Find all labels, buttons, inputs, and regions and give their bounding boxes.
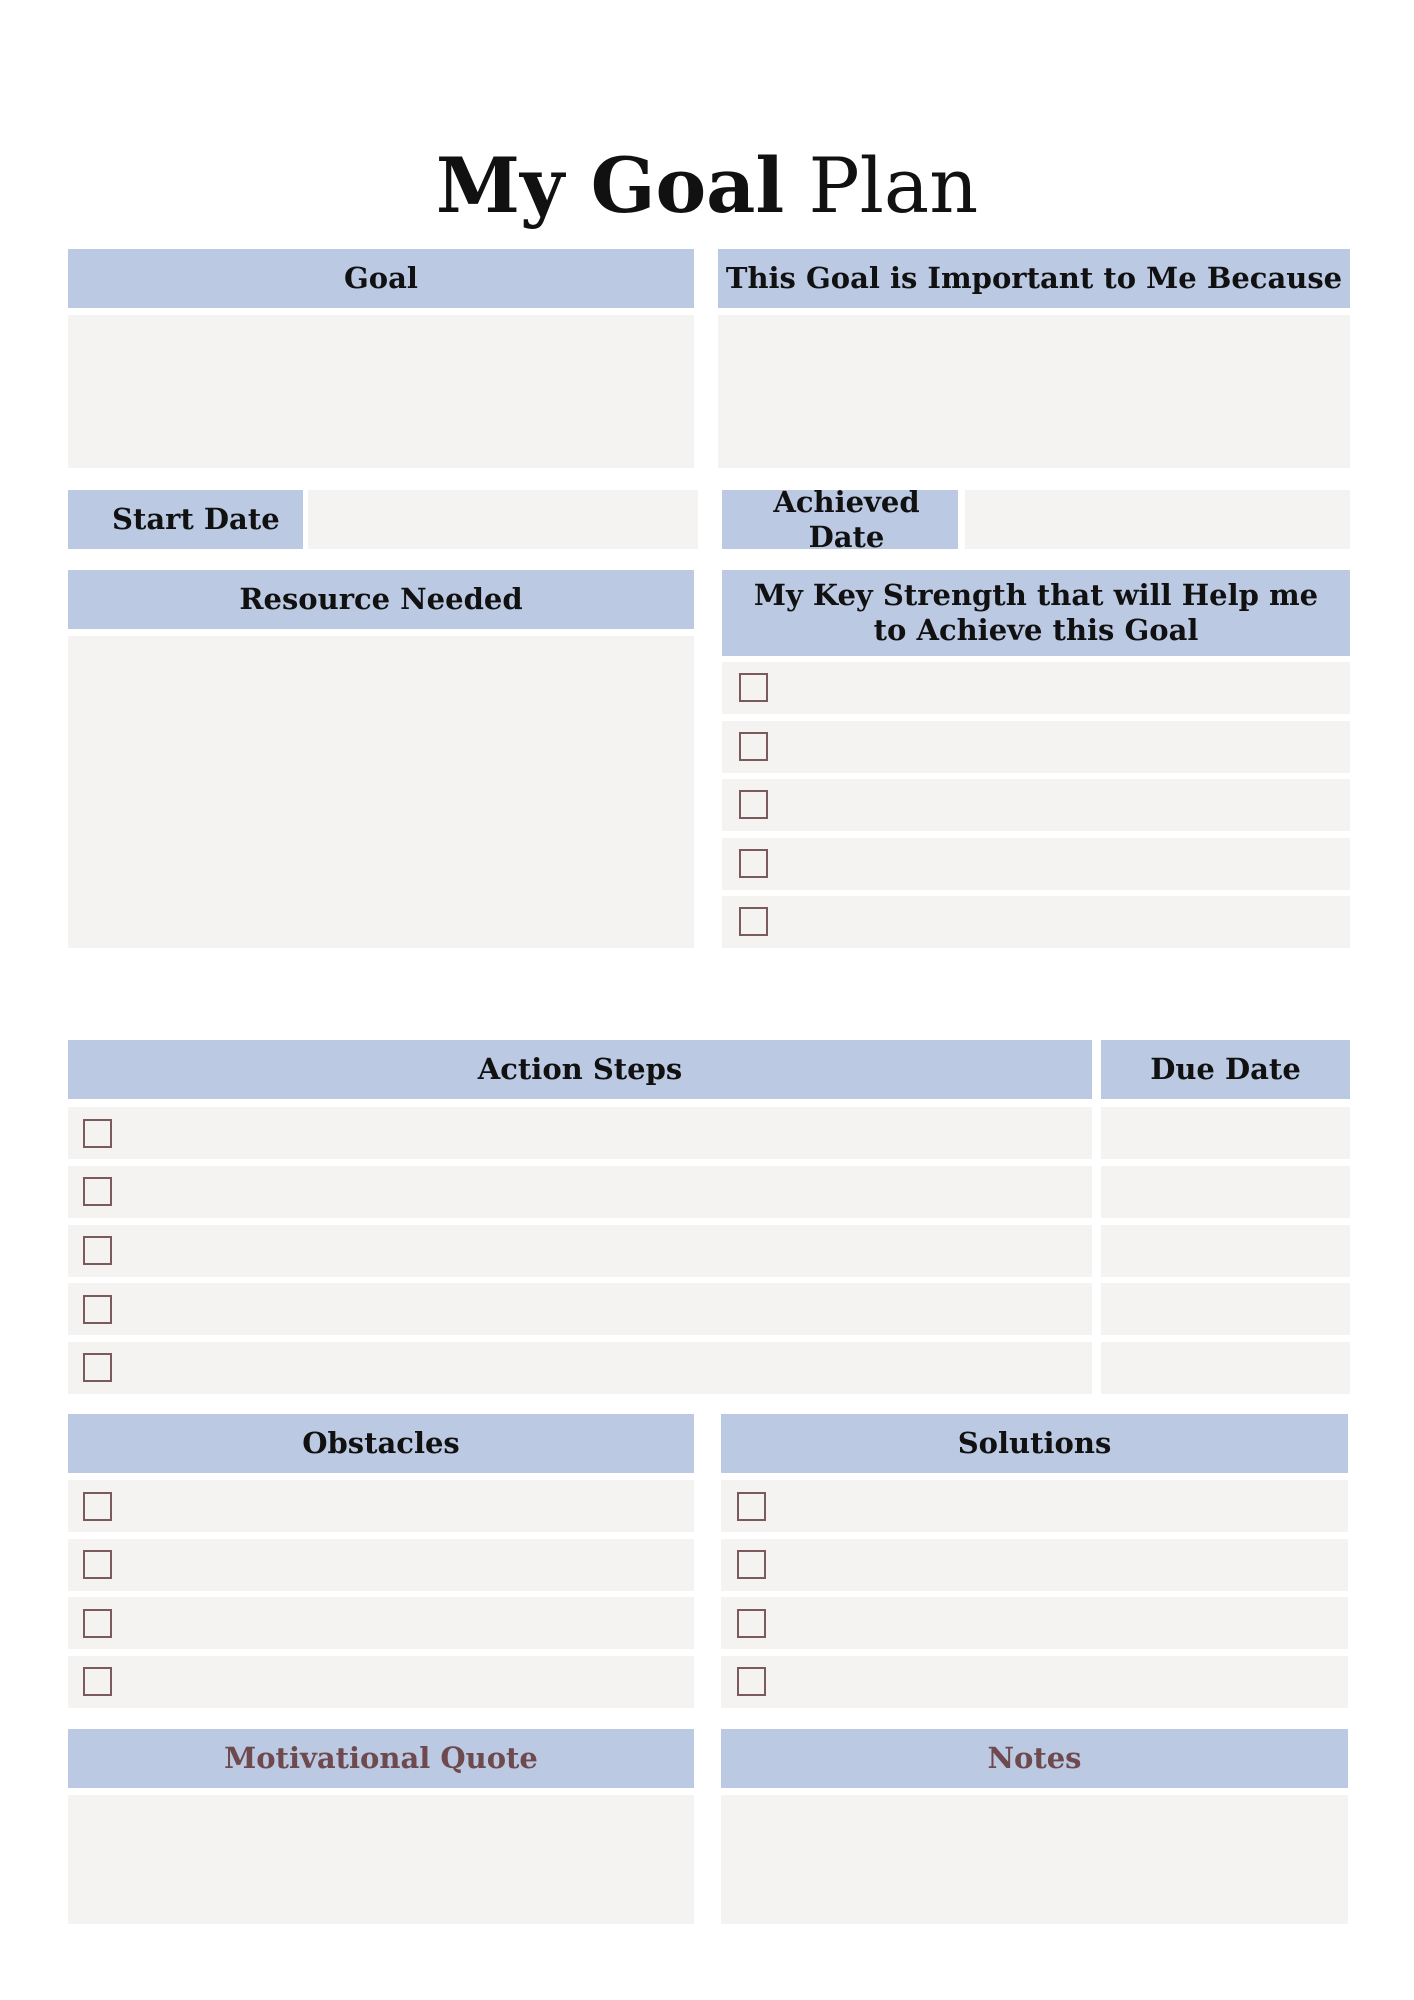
start-date-label: Start Date — [68, 490, 303, 549]
key-strength-header — [722, 570, 1350, 656]
motivational-quote-header: Motivational Quote — [68, 1729, 694, 1788]
solutions-header: Solutions — [721, 1414, 1348, 1473]
due-date-cell[interactable] — [1101, 1225, 1350, 1277]
action-step-row[interactable] — [68, 1166, 1092, 1218]
page-title-light: Plan — [808, 141, 979, 230]
resource-needed-header: Resource Needed — [68, 570, 694, 629]
key-strength-row[interactable] — [722, 779, 1350, 831]
solution-row[interactable] — [721, 1539, 1348, 1591]
solution-row[interactable] — [721, 1480, 1348, 1532]
action-step-row[interactable] — [68, 1107, 1092, 1159]
key-strength-row[interactable] — [722, 896, 1350, 948]
key-strength-checkbox[interactable] — [739, 849, 768, 878]
key-strength-checkbox[interactable] — [739, 790, 768, 819]
solution-checkbox[interactable] — [737, 1609, 766, 1638]
action-step-checkbox[interactable] — [83, 1353, 112, 1382]
goal-field[interactable] — [68, 315, 694, 468]
key-strength-row[interactable] — [722, 838, 1350, 890]
due-date-cell[interactable] — [1101, 1283, 1350, 1335]
obstacles-header: Obstacles — [68, 1414, 694, 1473]
notes-header: Notes — [721, 1729, 1348, 1788]
solution-checkbox[interactable] — [737, 1550, 766, 1579]
action-step-checkbox[interactable] — [83, 1177, 112, 1206]
solution-row[interactable] — [721, 1597, 1348, 1649]
action-steps-header: Action Steps — [68, 1040, 1092, 1099]
obstacle-row[interactable] — [68, 1597, 694, 1649]
important-header: This Goal is Important to Me Because — [718, 249, 1350, 308]
key-strength-row[interactable] — [722, 721, 1350, 773]
solution-checkbox[interactable] — [737, 1492, 766, 1521]
due-date-header: Due Date — [1101, 1040, 1350, 1099]
resource-needed-field[interactable] — [68, 636, 694, 948]
obstacle-checkbox[interactable] — [83, 1667, 112, 1696]
key-strength-checkbox[interactable] — [739, 673, 768, 702]
due-date-cell[interactable] — [1101, 1166, 1350, 1218]
obstacle-row[interactable] — [68, 1539, 694, 1591]
achieved-date-field[interactable] — [965, 490, 1350, 549]
obstacle-row[interactable] — [68, 1656, 694, 1708]
key-strength-row[interactable] — [722, 662, 1350, 714]
due-date-cell[interactable] — [1101, 1107, 1350, 1159]
key-strength-checkbox[interactable] — [739, 732, 768, 761]
achieved-date-label: Achieved Date — [722, 490, 958, 549]
obstacle-checkbox[interactable] — [83, 1550, 112, 1579]
goal-header: Goal — [68, 249, 694, 308]
action-step-row[interactable] — [68, 1225, 1092, 1277]
motivational-quote-field[interactable] — [68, 1795, 694, 1924]
obstacle-checkbox[interactable] — [83, 1609, 112, 1638]
action-step-checkbox[interactable] — [83, 1119, 112, 1148]
key-strength-checkbox[interactable] — [739, 907, 768, 936]
due-date-cell[interactable] — [1101, 1342, 1350, 1394]
solution-row[interactable] — [721, 1656, 1348, 1708]
page-title-bold: My Goal — [435, 141, 785, 230]
action-step-row[interactable] — [68, 1342, 1092, 1394]
action-step-row[interactable] — [68, 1283, 1092, 1335]
page-title — [0, 138, 1414, 234]
action-step-checkbox[interactable] — [83, 1236, 112, 1265]
obstacle-row[interactable] — [68, 1480, 694, 1532]
obstacle-checkbox[interactable] — [83, 1492, 112, 1521]
key-strength-header-line2: to Achieve this Goal — [873, 613, 1199, 647]
key-strength-header-line1: My Key Strength that will Help me — [753, 578, 1319, 612]
action-step-checkbox[interactable] — [83, 1295, 112, 1324]
start-date-field[interactable] — [308, 490, 698, 549]
important-field[interactable] — [718, 315, 1350, 468]
solution-checkbox[interactable] — [737, 1667, 766, 1696]
notes-field[interactable] — [721, 1795, 1348, 1924]
